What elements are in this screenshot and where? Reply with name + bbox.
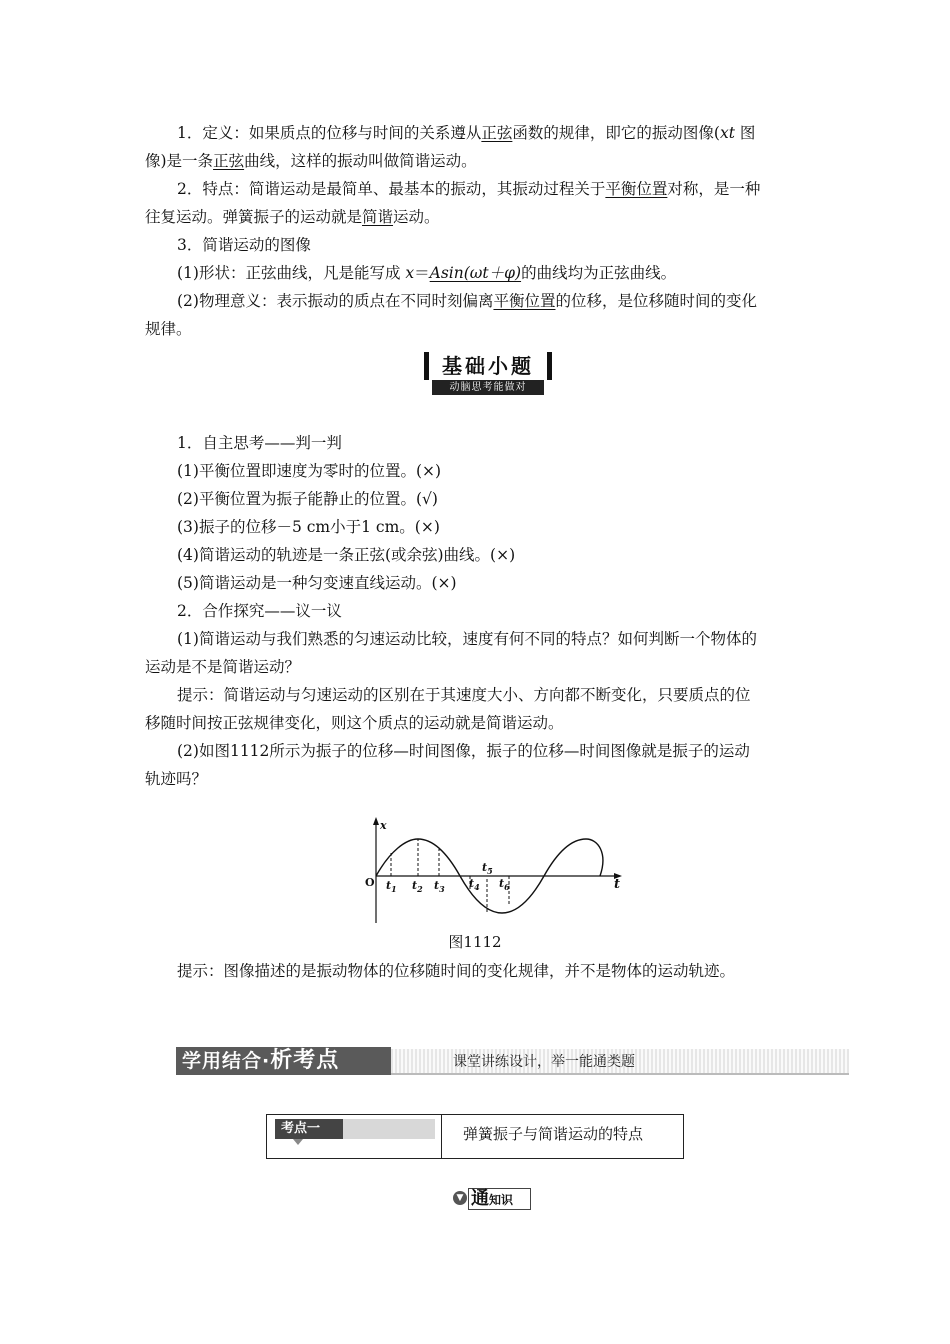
- key-point-box: [266, 1114, 684, 1159]
- t6-label: $t_6$: [499, 877, 510, 892]
- feature-line-2: 往复运动。弹簧振子的运动就是简谐运动。: [145, 208, 440, 226]
- judge-item-2: (2)平衡位置为振子能静止的位置。(√): [177, 490, 438, 508]
- section-banner: [176, 1047, 849, 1075]
- discuss-q1-line-2: 运动是不是简谐运动？: [145, 658, 301, 676]
- judge-item-3: (3)振子的位移－5 cm小于1 cm。(×): [177, 518, 440, 536]
- x-label: x: [380, 819, 387, 832]
- definition-line-2: 像)是一条正弦曲线，这样的振动叫做简谐运动。: [145, 152, 477, 170]
- judge-item-4: (4)简谐运动的轨迹是一条正弦(或余弦)曲线。(×): [177, 546, 516, 564]
- t4-label: $t_4$: [469, 877, 480, 892]
- key-point-label: [267, 1115, 442, 1158]
- t1-label: $t_1$: [386, 879, 397, 894]
- t5-label: $t_5$: [482, 861, 493, 876]
- graph-heading: 3．简谐运动的图像: [177, 236, 311, 254]
- definition-line-1: 1．定义：如果质点的位移与时间的关系遵从正弦函数的规律，即它的振动图像(xt 图: [177, 124, 756, 142]
- discuss-q2-line-1: (2)如图1112所示为振子的位移—时间图像，振子的位移—时间图像就是振子的运动: [177, 742, 750, 760]
- shape-line: (1)形状：正弦曲线，凡是能写成 x＝Asin(ωt＋φ)的曲线均为正弦曲线。: [177, 264, 677, 282]
- down-arrow-icon: ▼: [453, 1191, 467, 1205]
- knowledge-badge: [453, 1188, 531, 1210]
- key-point-bar: [343, 1119, 435, 1139]
- x-axis-arrow: [373, 817, 379, 825]
- displacement-time-graph: [364, 815, 628, 927]
- meaning-line-1: (2)物理意义：表示振动的质点在不同时刻偏离平衡位置的位移，是位移随时间的变化: [177, 292, 757, 310]
- origin-label: O: [365, 876, 375, 889]
- discuss-heading: 2．合作探究——议一议: [177, 602, 342, 620]
- key-point-title: 弹簧振子与简谐运动的特点: [463, 1125, 644, 1143]
- badge-subtitle: 动脑思考能做对: [432, 380, 544, 395]
- discuss-q1-line-1: (1)简谐运动与我们熟悉的匀速运动比较，速度有何不同的特点？如何判断一个物体的: [177, 630, 757, 648]
- meaning-line-2: 规律。: [145, 320, 192, 338]
- t2-label: $t_2$: [412, 879, 423, 894]
- judge-item-1: (1)平衡位置即速度为零时的位置。(×): [177, 462, 442, 480]
- hint-1-line-2: 移随时间按正弦规律变化，则这个质点的运动就是简谐运动。: [145, 714, 564, 732]
- key-point-tag: 考点一: [275, 1119, 349, 1139]
- t3-label: $t_3$: [434, 879, 445, 894]
- badge-title: 基础小题: [424, 352, 552, 380]
- banner-subtitle: 课堂讲练设计，举一能通类题: [453, 1054, 635, 1070]
- figure-caption: 图1112: [448, 933, 502, 951]
- judge-item-5: (5)简谐运动是一种匀变速直线运动。(×): [177, 574, 457, 592]
- self-think-heading: 1．自主思考——判一判: [177, 434, 342, 452]
- feature-line-1: 2．特点：简谐运动是最简单、最基本的振动，其振动过程关于平衡位置对称，是一种: [177, 180, 761, 198]
- triangle-icon: [293, 1139, 303, 1145]
- basic-questions-badge: [424, 352, 552, 396]
- banner-stripe: [391, 1049, 849, 1075]
- knowledge-label: 通知识: [468, 1188, 531, 1210]
- banner-title: 学用结合·析考点: [176, 1047, 391, 1075]
- hint-1-line-1: 提示：简谐运动与匀速运动的区别在于其速度大小、方向都不断变化，只要质点的位: [177, 686, 751, 704]
- discuss-q2-line-2: 轨迹吗？: [145, 770, 208, 788]
- hint-2: 提示：图像描述的是振动物体的位移随时间的变化规律，并不是物体的运动轨迹。: [177, 962, 736, 980]
- t-label: t: [614, 877, 621, 892]
